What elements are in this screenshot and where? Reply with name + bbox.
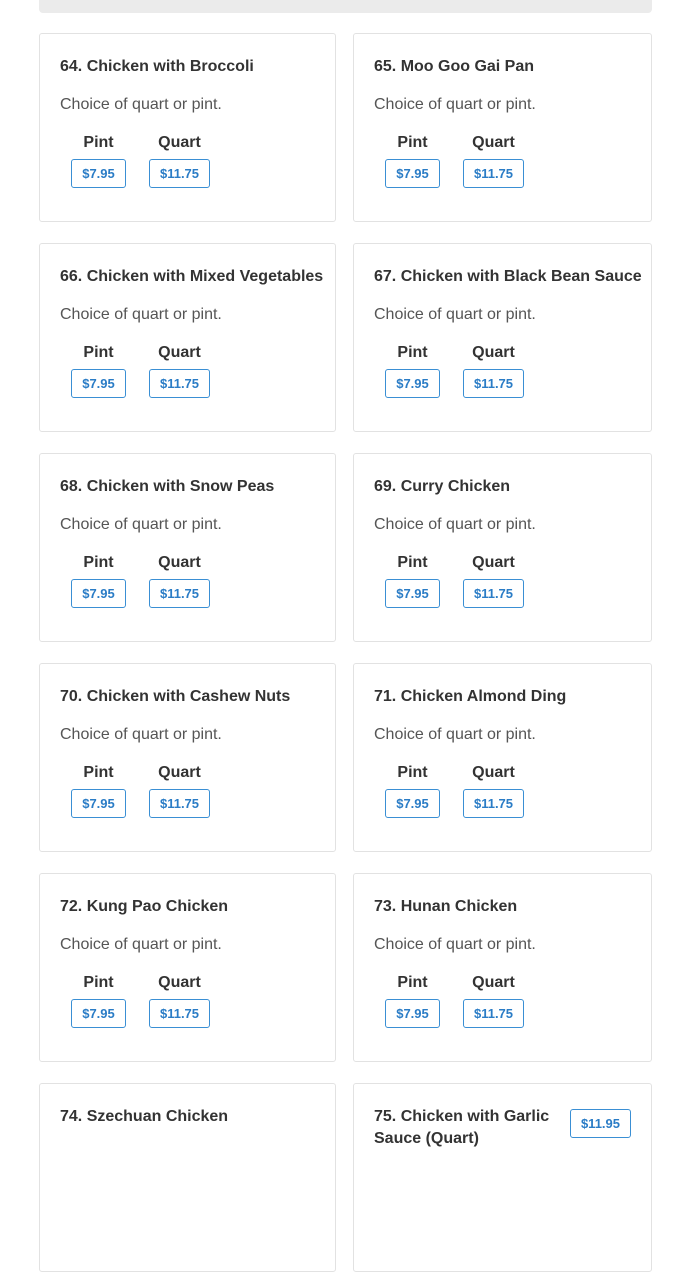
quart-option [461,132,526,188]
pint-option [384,132,441,188]
menu-item-card[interactable] [39,873,336,1062]
pint-option [70,972,127,1028]
menu-item-card[interactable] [39,663,336,852]
quart-option [147,132,212,188]
pint-price-button[interactable]: $7.95 [385,369,440,398]
menu-item-card[interactable] [39,243,336,432]
quart-price-button[interactable]: $11.75 [463,579,524,608]
menu-item-card[interactable] [39,453,336,642]
quart-label: Quart [472,554,515,571]
quart-option [147,972,212,1028]
item-description: Choice of quart or pint. [60,936,222,953]
quart-label: Quart [472,344,515,361]
item-title: 74. Szechuan Chicken [60,1108,229,1125]
quart-label: Quart [158,764,201,781]
pint-option [384,552,441,608]
quart-option [461,342,526,398]
pint-option [384,972,441,1028]
pint-option [70,342,127,398]
quart-price-button[interactable]: $11.75 [149,159,210,188]
item-title: 73. Hunan Chicken [374,898,518,915]
item-title: 70. Chicken with Cashew Nuts [60,688,291,705]
pint-option [70,132,127,188]
pint-price-button[interactable]: $7.95 [71,789,126,818]
quart-option [147,342,212,398]
quart-label: Quart [158,974,201,991]
item-description: Choice of quart or pint. [60,96,222,113]
quart-label: Quart [472,134,515,151]
quart-price-button[interactable]: $11.75 [149,369,210,398]
menu-item-card[interactable] [353,453,652,642]
item-description: Choice of quart or pint. [374,306,536,323]
quart-label: Quart [158,134,201,151]
pint-label: Pint [397,344,428,361]
quart-price-button[interactable]: $11.75 [463,159,524,188]
quart-price-button[interactable]: $11.75 [463,789,524,818]
item-title: 69. Curry Chicken [374,478,511,495]
pint-price-button[interactable]: $7.95 [71,159,126,188]
item-title: 75. Chicken with Garlic Sauce (Quart) [374,1108,550,1147]
quart-option [147,552,212,608]
pint-price-button[interactable]: $7.95 [71,579,126,608]
pint-price-button[interactable]: $7.95 [71,369,126,398]
menu-item-card[interactable] [353,663,652,852]
pint-label: Pint [397,554,428,571]
pint-label: Pint [83,974,114,991]
top-bar [39,0,652,13]
quart-option [461,552,526,608]
pint-option [384,762,441,818]
pint-price-button[interactable]: $7.95 [385,789,440,818]
price-button[interactable]: $11.95 [570,1109,631,1138]
quart-option [461,762,526,818]
quart-price-button[interactable]: $11.75 [463,369,524,398]
pint-label: Pint [397,134,428,151]
item-description: Choice of quart or pint. [374,936,536,953]
item-title: 64. Chicken with Broccoli [60,58,254,75]
item-description: Choice of quart or pint. [60,306,222,323]
quart-label: Quart [158,554,201,571]
quart-price-button[interactable]: $11.75 [463,999,524,1028]
item-title: 66. Chicken with Mixed Vegetables [60,268,324,285]
quart-label: Quart [472,974,515,991]
quart-price-button[interactable]: $11.75 [149,579,210,608]
item-title: 65. Moo Goo Gai Pan [374,58,535,75]
quart-option [147,762,212,818]
quart-option [461,972,526,1028]
quart-price-button[interactable]: $11.75 [149,999,210,1028]
pint-option [384,342,441,398]
quart-label: Quart [472,764,515,781]
pint-price-button[interactable]: $7.95 [385,579,440,608]
pint-price-button[interactable]: $7.95 [385,999,440,1028]
pint-label: Pint [83,764,114,781]
pint-price-button[interactable]: $7.95 [71,999,126,1028]
pint-label: Pint [397,764,428,781]
pint-option [70,762,127,818]
item-title: 67. Chicken with Black Bean Sauce [374,268,642,285]
pint-label: Pint [83,134,114,151]
pint-price-button[interactable]: $7.95 [385,159,440,188]
menu-item-card[interactable] [353,243,652,432]
item-description: Choice of quart or pint. [374,96,536,113]
menu-item-card[interactable] [39,33,336,222]
menu-item-card[interactable] [353,873,652,1062]
pint-label: Pint [397,974,428,991]
item-description: Choice of quart or pint. [374,726,536,743]
item-description: Choice of quart or pint. [60,516,222,533]
quart-label: Quart [158,344,201,361]
item-title: 72. Kung Pao Chicken [60,898,229,915]
pint-label: Pint [83,344,114,361]
menu-item-card[interactable] [39,1083,336,1272]
item-title: 71. Chicken Almond Ding [374,688,567,705]
pint-label: Pint [83,554,114,571]
item-description: Choice of quart or pint. [60,726,222,743]
menu-item-card[interactable] [353,1083,652,1272]
pint-option [70,552,127,608]
item-title: 68. Chicken with Snow Peas [60,478,275,495]
item-description: Choice of quart or pint. [374,516,536,533]
quart-price-button[interactable]: $11.75 [149,789,210,818]
menu-item-card[interactable] [353,33,652,222]
